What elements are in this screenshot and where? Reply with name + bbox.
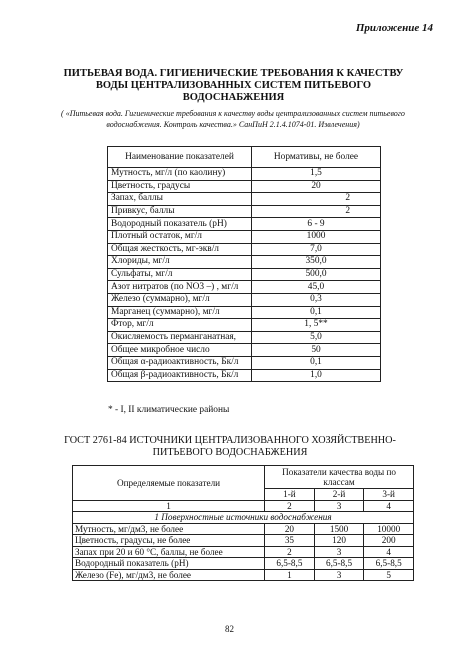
row-value: 0,1 [252, 356, 381, 369]
row-name: Водородный показатель (рН) [73, 558, 265, 570]
row-name: Общая β-радиоактивность, Бк/л [108, 369, 252, 382]
header-indicator: Наименование показателей [108, 147, 252, 168]
row-value: 1,0 [252, 369, 381, 382]
row-value: 120 [314, 535, 364, 547]
footnote: * - I, II климатические районы [108, 405, 230, 415]
row-name: Запах, баллы [108, 193, 252, 206]
row-value: 5,0 [252, 331, 381, 344]
row-name: Привкус, баллы [108, 205, 252, 218]
row-value: 1,5 [252, 168, 381, 181]
document-title [46, 68, 421, 104]
table-row [108, 344, 381, 357]
row-value: 3 [314, 569, 364, 581]
row-name: Общая α-радиоактивность, Бк/л [108, 356, 252, 369]
row-value: 2 [265, 546, 315, 558]
row-value: 1500 [314, 523, 364, 535]
row-name: Фтор, мг/л [108, 319, 252, 332]
table-row [108, 281, 381, 294]
row-value: 3 [314, 546, 364, 558]
page-number: 82 [225, 624, 234, 634]
gost-classes-table [72, 465, 414, 581]
gost-title-line-2: ПИТЬЕВОГО ВОДОСНАБЖЕНИЯ [152, 446, 308, 458]
row-value: 6,5-8,5 [364, 558, 414, 570]
row-name: Азот нитратов (по NO3 –) , мг/л [108, 281, 252, 294]
table-row [108, 243, 381, 256]
row-value: 50 [252, 344, 381, 357]
row-value: 1, 5** [252, 319, 381, 332]
table-row [73, 523, 414, 535]
row-value: 2 [252, 205, 381, 218]
row-name: Железо (суммарно), мг/л [108, 293, 252, 306]
section-row [73, 512, 414, 524]
row-value: 45,0 [252, 281, 381, 294]
sanpin-norms-table [107, 146, 381, 382]
table-header-row [73, 466, 414, 489]
table-row [73, 558, 414, 570]
table-row [108, 369, 381, 382]
header-class-2: 2-й [314, 489, 364, 501]
row-value: 2 [252, 193, 381, 206]
row-value: 6 - 9 [252, 218, 381, 231]
table-row [108, 293, 381, 306]
table-row [108, 268, 381, 281]
col-number: 1 [73, 500, 265, 512]
table-row [108, 356, 381, 369]
row-value: 200 [364, 535, 414, 547]
header-class-1: 1-й [265, 489, 315, 501]
table-row [108, 256, 381, 269]
row-name: Цветность, градусы [108, 180, 252, 193]
row-name: Цветность, градусы, не более [73, 535, 265, 547]
row-value: 1 [265, 569, 315, 581]
row-value: 500,0 [252, 268, 381, 281]
row-name: Общее микробное число [108, 344, 252, 357]
row-name: Окисляемость перманганатная, [108, 331, 252, 344]
col-number: 4 [364, 500, 414, 512]
table-row [108, 168, 381, 181]
col-number: 2 [265, 500, 315, 512]
col-number: 3 [314, 500, 364, 512]
row-value: 10000 [364, 523, 414, 535]
header-class-3: 3-й [364, 489, 414, 501]
gost-title-line-1: ГОСТ 2761-84 ИСТОЧНИКИ ЦЕНТРАЛИЗОВАННОГО ХОЗЯЙСТВЕННО- [64, 435, 396, 446]
table-row [108, 193, 381, 206]
table-row [108, 230, 381, 243]
row-name: Запах при 20 и 60 °С, баллы, не более [73, 546, 265, 558]
row-value: 0,3 [252, 293, 381, 306]
row-name: Хлориды, мг/л [108, 256, 252, 269]
row-name: Железо (Fe), мг/дм3, не более [73, 569, 265, 581]
row-value: 6,5-8,5 [314, 558, 364, 570]
row-name: Сульфаты, мг/л [108, 268, 252, 281]
table-row [73, 535, 414, 547]
header-norm: Нормативы, не более [252, 147, 381, 168]
header-indicator: Определяемые показатели [73, 466, 265, 501]
table-row [108, 180, 381, 193]
table-row [108, 218, 381, 231]
row-value: 7,0 [252, 243, 381, 256]
row-value: 350,0 [252, 256, 381, 269]
document-subtitle: ( «Питьевая вода. Гигиенические требования к качеству воды централизованных систем питьевого водоснабжения. Контроль качества.» СанПиН 2.1.4.1074-01. Извлечения) [61, 109, 405, 129]
row-value: 20 [265, 523, 315, 535]
row-value: 4 [364, 546, 414, 558]
row-name: Марганец (суммарно), мг/л [108, 306, 252, 319]
row-name: Общая жесткость, мг-экв/л [108, 243, 252, 256]
table-row [108, 319, 381, 332]
title-line-2: ВОДЫ ЦЕНТРАЛИЗОВАННЫХ СИСТЕМ ПИТЬЕВОГО ВОДОСНАБЖЕНИЯ [95, 80, 372, 103]
row-value: 20 [252, 180, 381, 193]
table-row [73, 546, 414, 558]
row-name: Мутность, мг/дм3, не более [73, 523, 265, 535]
table-row [73, 569, 414, 581]
row-name: Водородный показатель (рН) [108, 218, 252, 231]
row-value: 35 [265, 535, 315, 547]
row-name: Плотный остаток, мг/л [108, 230, 252, 243]
table-row [108, 306, 381, 319]
row-name: Мутность, мг/л (по каолину) [108, 168, 252, 181]
row-value: 6,5-8,5 [265, 558, 315, 570]
title-line-1: ПИТЬЕВАЯ ВОДА. ГИГИЕНИЧЕСКИЕ ТРЕБОВАНИЯ К КАЧЕСТВУ [63, 68, 404, 79]
row-value: 1000 [252, 230, 381, 243]
table-row [108, 205, 381, 218]
numbering-row [73, 500, 414, 512]
table-header-row [108, 147, 381, 168]
gost-title [40, 435, 420, 458]
table-row [108, 331, 381, 344]
row-value: 5 [364, 569, 414, 581]
section-heading: 1 Поверхностные источники водоснабжения [73, 512, 414, 524]
appendix-label: Приложение 14 [355, 22, 433, 34]
header-classes-group: Показатели качества воды по классам [265, 466, 414, 489]
row-value: 0,1 [252, 306, 381, 319]
